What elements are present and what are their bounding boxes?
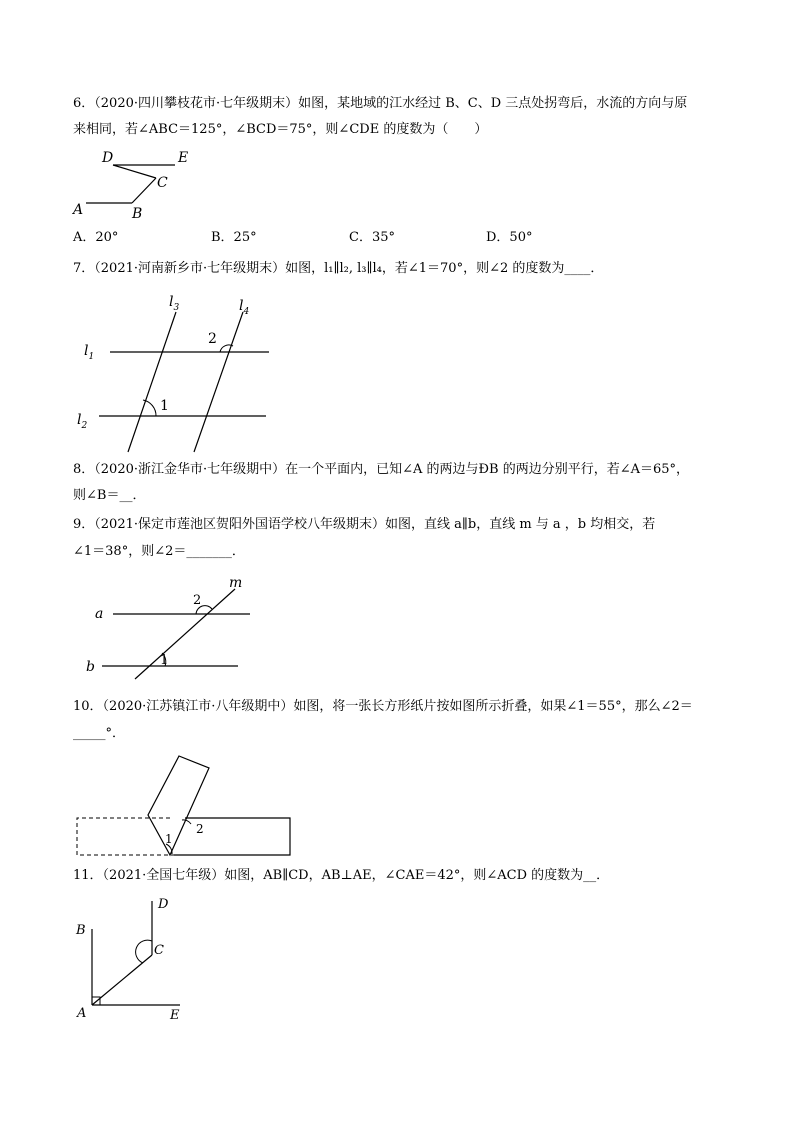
q7-parallel-lines-figure <box>70 290 280 455</box>
q11-label-d: D <box>158 897 169 912</box>
q9-label-angle2: 2 <box>193 593 202 608</box>
q11-text-line1: 11．（2021·全国七年级）如图，AB∥CD，AB⊥AE，∠CAE＝42°，则∠ACD 的度数为__． <box>73 868 610 883</box>
q6-text-line2: 来相同，若∠ABC＝125°，∠BCD＝75°，则∠CDE 的度数为（ ） <box>73 122 488 137</box>
q7-label-l3: $l_3$ <box>169 294 180 313</box>
q6-option-c[interactable]: C．35° <box>349 230 395 245</box>
q9-label-b: b <box>86 659 95 675</box>
q7-label-l1: $l_1$ <box>84 343 95 362</box>
q11-label-b: B <box>76 923 86 938</box>
q11-label-a: A <box>77 1006 87 1021</box>
q8-text-line2: 则∠B＝__． <box>73 488 146 503</box>
q9-label-m: m <box>229 575 243 591</box>
q9-text-line2: ∠1＝38°，则∠2＝_______． <box>73 544 245 559</box>
q7-label-angle2: 2 <box>208 331 217 347</box>
q6-river-figure <box>70 145 210 225</box>
q10-text-line1: 10．（2020·江苏镇江市·八年级期中）如图，将一张长方形纸片按如图所示折叠，如果∠1＝55°，那么∠2＝ <box>73 699 693 714</box>
q6-label-b: B <box>132 206 143 222</box>
q6-label-c: C <box>157 175 168 191</box>
q11-label-e: E <box>170 1008 180 1023</box>
q6-option-b[interactable]: B．25° <box>211 230 257 245</box>
q10-text-line2: _____°． <box>73 726 126 741</box>
q6-option-a[interactable]: A．20° <box>73 230 119 245</box>
q6-label-a: A <box>73 202 84 218</box>
q10-label-angle2: 2 <box>196 822 204 836</box>
q7-label-l4: $l_4$ <box>239 298 250 317</box>
q11-label-c: C <box>154 943 164 958</box>
q9-text-line1: 9．（2021·保定市莲池区贺阳外国语学校八年级期末）如图，直线 a∥b，直线 m 与 a ，b 均相交，若 <box>73 517 656 532</box>
q7-label-angle1: 1 <box>160 398 169 414</box>
q6-label-d: D <box>102 150 114 166</box>
q9-label-a: a <box>95 606 104 622</box>
q11-right-angle-figure <box>70 893 200 1023</box>
q9-transversal-figure <box>80 574 260 680</box>
q9-label-angle1: 1 <box>160 653 169 668</box>
q10-folded-paper-figure <box>72 752 296 862</box>
q7-text-line1: 7．（2021·河南新乡市·七年级期末）如图，l₁∥l₂, l₃∥l₄，若∠1＝70°，则∠2 的度数为____． <box>73 261 604 276</box>
q6-text-line1: 6．（2020·四川攀枝花市·七年级期末）如图，某地域的江水经过 B、C、D 三点处拐弯后，水流的方向与原 <box>73 96 688 111</box>
q10-label-angle1: 1 <box>165 832 173 846</box>
q8-text-line1: 8．（2020·浙江金华市·七年级期中）在一个平面内，已知∠A 的两边与ÐB 的两边分别平行，若∠A＝65°， <box>73 462 690 477</box>
q6-option-d[interactable]: D．50° <box>486 230 533 245</box>
q7-label-l2: $l_2$ <box>77 412 88 431</box>
q6-label-e: E <box>178 150 189 166</box>
